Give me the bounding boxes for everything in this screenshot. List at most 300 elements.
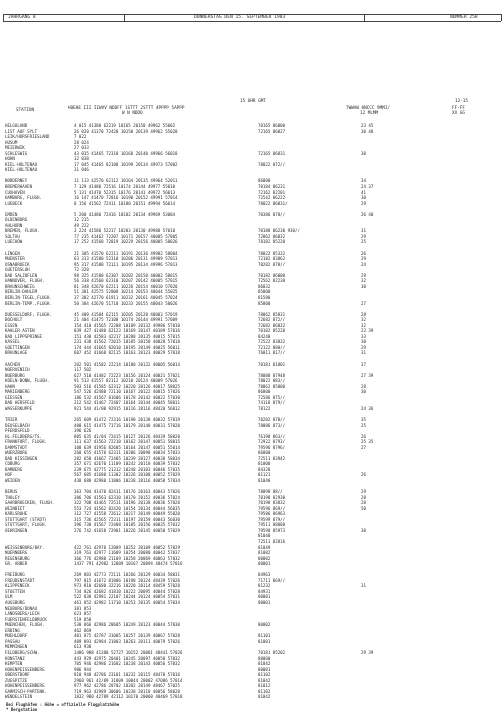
station-name: GR. ARBER [5,561,28,567]
extended-data: 81102 [258,672,271,678]
station-name: FELDBERG/SCHW. [5,649,40,655]
observation-data: 111 637 41563 72210 10162 20147 40051 58015 [74,439,180,445]
station-name: KARLSRUHE [5,511,28,517]
extended-data: 72922 8793/ [258,439,286,445]
observation-data: 174 444 41665 82010 10195 20149 40025 56011 [74,344,180,350]
extended-data: 70282 878// [258,416,286,422]
station-name: NORDERNEY [5,178,28,184]
wind-data: 29 39 [361,649,374,655]
observation-data: 21 404 41475 72108 10174 20144 49991 57009 [74,317,178,323]
report-number: NUMMER 258 [450,15,478,20]
observation-data: 797 815 41672 81806 10198 20124 48439 57026 [74,577,180,583]
observation-data: 519 858 [74,616,92,622]
observation-data: 719 963 42989 30606 10238 20118 40056 58028 [74,688,180,694]
station-name: MEMMINGEN [5,644,28,650]
extended-data: 70198 82930 [258,494,286,500]
station-name: LIST AUF SYLT [5,128,38,134]
observation-data: 977 962 42786 20702 10202 20149 48467 57025 [74,683,180,689]
extended-data: 78088 87948 [258,372,286,378]
observation-data: 63 313 41580 52310 10206 20131 49989 57013 [74,256,178,262]
observation-data: 462 869 [74,627,92,633]
extended-data: 81121 [258,472,271,478]
extended-data: 70188 86230 930// [258,228,300,234]
observation-data: 95 317 41580 72111 10195 20134 49996 57013 [74,261,178,267]
station-name: KAHLER ASTEN [5,328,35,334]
station-name: FRANKFURT, FLUGH. [5,439,47,445]
station-name: SAARBRUECKEN, FLUGH. [5,500,55,506]
wind-data: 26 [361,472,366,478]
extended-data: 79511 88000 [258,522,286,528]
header-divider [124,14,125,21]
wind-data: 30 [361,389,366,395]
extended-data: 81082 [258,550,271,556]
observation-data: 276 742 41658 72901 10226 20145 40050 57029 [74,527,180,533]
observation-data: 921 544 41/00 92915 10116 20116 48420 56012 [74,405,180,411]
extended-data: 70198 83832 [258,500,286,506]
observation-data: 401 875 42787 31005 10257 20139 40067 57028 [74,633,180,639]
table-row [5,694,495,700]
observation-data: 363 704 41470 82411 10176 20163 40043 57026 [74,489,180,495]
station-name: LANDSBERG/LECH [5,611,40,617]
station-name: GIESSEN [5,394,23,400]
extended-data: 72165 86831 [258,150,286,156]
station-name: LEIK/HORSFRIESLAND [5,134,50,140]
observation-data: 43 035 41465 72310 10168 20140 49966 56018 [74,150,178,156]
station-name: NOERVENICH [5,367,30,373]
observation-data: 108 639 41956 82605 10164 20147 40051 55014 [74,444,180,450]
extended-data: 79596 8796/ [258,444,286,450]
wind-data: 28 [361,311,366,317]
wind-data: 26 40 [361,211,374,217]
observation-data: 81 348 42670 62211 10226 20154 40010 57020 [74,283,178,289]
extended-data: 81102 [258,688,271,694]
station-name: DUESSELDORF, FLUGH. [5,311,52,317]
header-divider [3,14,4,21]
station-name: LUECHOW [5,239,23,245]
extended-data: 72542 86222 [258,195,286,201]
extended-data: 81101 [258,633,271,639]
station-name: GOETTINGEN [5,344,30,350]
station-name: BERUS [5,489,18,495]
observation-data: 16 147 41470 72016 10190 20152 49991 57014 [74,195,178,201]
extended-data: 78086 873// [258,422,286,428]
station-name: HL.FELDBERG/TS. [5,433,42,439]
extended-data: 84240 [258,333,271,339]
wind-data: 31 [361,350,366,356]
station-name: STUTTGART, FLUGH. [5,522,47,528]
wind-data: 31 [361,228,366,234]
station-name: BAD SALZUFLEN [5,272,38,278]
station-name: NUERBURG [5,372,25,378]
observation-data: 422 761 42970 12009 10252 20109 40052 57029 [74,544,180,550]
station-name: ULM [5,594,13,600]
observation-data: 386 706 41563 62310 10170 20152 40036 57024 [74,494,180,500]
extended-data: 70182 85220 [258,328,286,334]
extended-data: 80001 [258,600,271,606]
observation-data: 51 381 42575 52008 10214 20153 40044 55025 [74,289,178,295]
station-name: HOHENPEISSENBERG [5,666,45,672]
observation-data: 12 038 [74,156,89,162]
extended-data: 70181 85202 [258,649,286,655]
observation-data: 986 944 [74,666,92,672]
observation-data: 186 532 41567 81606 10178 20142 40022 57030 [74,394,180,400]
extended-data: 81042 [258,694,271,700]
wind-data: 26 [361,250,366,256]
extended-data: 78022 883// [258,378,286,384]
observation-data: 530 866 42986 20605 10249 20123 40044 57030 [74,622,180,628]
station-name: WUERZBURG [5,450,28,456]
extended-data: 86800 [258,178,271,184]
station-name: LUEBECK [5,200,23,206]
station-name: WEISSENBURG/BAY. [5,544,45,550]
observation-data: 8 156 41562 72411 10180 20151 49994 56014 [74,200,176,206]
extended-data: 76198 863// [258,433,286,439]
station-name: SOLTAU [5,233,20,239]
footer-legend: * Bergstation [6,707,38,712]
station-name: BRAUNSCHWEIG [5,283,35,289]
station-name: ESSEN [5,322,18,328]
station-name: MARIENBERG [5,389,30,395]
observation-data: 5 131 41470 52315 10176 20141 49972 56013 [74,189,176,195]
wind-data: 25 [361,239,366,245]
station-table [5,123,495,700]
observation-data: 269 803 42773 72111 10266 20129 40034 58031 [74,572,180,578]
station-name: KLIPPENECK [5,583,30,589]
observation-data: 151 430 42583 42217 10208 20135 40015 57015 [74,333,180,339]
observation-data: 154 410 41565 72208 10189 20132 49986 57010 [74,322,180,328]
observation-data: 239 675 42775 21312 10248 20103 40046 57035 [74,466,180,472]
observation-data: 7 022 [74,134,87,140]
wind-data: 23 39 [361,328,374,334]
observation-data: 282 658 41667 72405 10239 20127 40038 58034 [74,455,180,461]
observation-data: 734 826 42682 41810 10222 20095 40044 57028 [74,588,180,594]
observation-data: 3 224 41580 52217 10203 20130 49988 57010 [74,228,176,234]
station-name: HAMBURG, FLUGH. [5,195,42,201]
wind-data: 29 [361,256,366,262]
observation-data: 409 893 42984 21803 10263 20111 40079 57026 [74,638,180,644]
station-name: CUXHAVEN [5,189,25,195]
station-name: HOHENPEISSENBERG [5,683,45,689]
extended-data: 80001 [258,666,271,672]
wind-data: 35 [361,416,366,422]
header-divider [501,14,502,21]
observation-data: 202 501 41582 22214 10180 20132 40005 56014 [74,361,180,367]
wind-data: 30 [361,195,366,201]
observation-data: 212 542 41467 72407 10164 20144 40045 58011 [74,400,180,406]
station-name: HOF [5,472,13,478]
observation-data: 461 852 42982 11710 10253 20135 40054 57034 [74,600,180,606]
extended-data: 81049 [258,544,271,550]
extended-data: 80001 [258,594,271,600]
station-name: HAHN [5,383,15,389]
observation-data: 7 129 41480 72516 10174 20144 49977 55010 [74,184,176,190]
observation-data: 366 776 42980 21109 10258 20069 40063 57032 [74,555,180,561]
observation-data: 396 626 [74,428,92,434]
station-name: NUERNBERG [5,550,28,556]
wind-data: 25 [361,422,366,428]
station-name: STOETTEN [5,588,25,594]
extended-data: 70182 86000 [258,272,286,278]
wind-data: 27 [361,300,366,306]
wind-data: 30 [361,283,366,289]
observation-data: 17 252 41560 72019 10229 20156 40005 58026 [74,239,178,245]
observation-data: 805 635 41/04 72415 10127 20126 48439 58020 [74,433,180,439]
station-name: TRIER [5,416,18,422]
station-name: WEIDEN [5,478,20,483]
station-name: STUTTGART (STADT) [5,516,47,522]
observation-data: 319 763 42977 11609 10254 20080 40042 57037 [74,550,180,556]
station-name: AUGSBURG [5,600,25,606]
station-name: HANNOVER, FLUGH. [5,278,45,284]
extended-data: 70165 86800 [258,123,286,128]
station-name: KASSEL [5,339,20,345]
wind-data: 32 [361,317,366,323]
wind-data: 28 [361,383,366,389]
wind-data: 24 36 [361,405,374,411]
wind-data: 26 [361,433,366,439]
extended-data: 78062 85831 [258,311,286,317]
extended-data: 86800 [258,450,271,456]
observation-data: 480 615 41475 71716 10179 20140 40031 57020 [74,422,180,428]
observation-data: 547 526 42480 72110 10167 20122 40015 57026 [74,389,180,395]
extended-data: 72162 82201 [258,189,286,195]
report-date: DONNERSTAG DEN 15. SEPTEMBER 1983 [194,15,286,20]
wind-data: 28 [361,500,366,506]
extended-data: 72682 86832 [258,322,286,328]
station-name: MUEHLDORF [5,633,28,639]
observation-data: 839 427 41480 62123 10169 20147 40389 57016 [74,328,180,334]
wind-data: 50 [361,505,366,511]
observation-data: 265 609 41472 72316 10190 20138 40032 57019 [74,416,180,422]
extended-data: 85800 [258,300,271,306]
extended-data: 78022 872// [258,161,286,167]
wind-data: 32 [361,322,366,328]
station-name: DEUSELBACH [5,422,30,428]
extended-data: 72862 86832 [258,233,286,239]
extended-data: 78862 85800 [258,383,286,389]
observation-data: 11 113 42570 62112 10164 20135 49964 52011 [74,178,178,184]
station-name: FREIBURG [5,572,25,578]
extended-data: 81012 [258,683,271,689]
extended-data: 78098 88// [258,489,283,495]
station-name: WASSERKUPPE [5,405,33,411]
extended-data: 84320 [258,466,271,472]
extended-codes-header: 7WWAW 8NCCC 9MMJ/ [346,106,390,111]
extended-data: 81040 [258,533,271,539]
station-name: KOELN-BONN, FLUGH. [5,378,50,384]
station-column-header: STATION [16,108,35,113]
wind-data: 27 39 [361,372,374,378]
wind-data: 30 [361,339,366,345]
wind-data: 29 [361,489,366,495]
station-name: NEUBURG/DONAU [5,605,38,611]
observation-data: 607 452 41668 82115 10163 20123 40029 57018 [74,350,180,356]
extended-data: 84963 [258,572,271,578]
station-name: HELGOLAND [5,123,28,128]
extended-data: 79596 869// [258,505,286,511]
station-name: OLDENBURG [5,217,28,223]
header-divider [364,14,365,21]
observation-data: 12 215 [74,217,89,223]
extended-data: 70282 878// [258,261,286,267]
station-name: BERLIN-TEGEL,FLUGH. [5,294,52,300]
wind-data: 32 [361,278,366,284]
observation-data: 31 046 [74,167,89,173]
observation-data: 396 738 41567 72408 10185 20156 40035 57032 [74,522,180,528]
extended-data: 81040 [258,478,271,483]
wind-data: 30 [361,527,366,533]
extended-data: 72682 872// [258,317,286,323]
wind-data: 25 35 [361,439,374,445]
extended-data: 70181 81801 [258,361,286,367]
observation-subcodes-header: W N NDDD [122,111,143,116]
wind-data: 28 [361,494,366,500]
wind-data: 37 [361,361,366,367]
extended-data: 78182 85220 [258,239,286,245]
station-name: DARMSTADT [5,444,28,450]
observation-data: 1486 908 41380 52727 10152 20081 48441 57026 [74,649,183,655]
station-name: AHLHORN [5,222,23,228]
extended-data: 80002 [258,622,271,628]
station-name: KIEL-HOLTENAU [5,167,38,173]
observation-data: 49 222 [74,222,89,228]
observation-data: 37 382 42770 61911 10232 20161 40045 57024 [74,294,178,300]
station-name: OSNABRUECK [5,261,30,267]
station-name: ZUGSPITZE [5,677,28,683]
observation-data: 2960 961 42/89 31809 10044 20002 47086 57014 [74,677,183,683]
wind-data: 29 [361,344,366,350]
station-name: BOCHOLT [5,317,23,323]
station-name: BERLIN-TEMP.,FLUGH. [5,300,52,306]
extended-data: 85800 [258,289,271,295]
station-name: KEMPTEN [5,661,23,667]
extended-data: 81000 [258,461,271,467]
station-name: WEINBIET [5,505,25,511]
station-name: EMDEN [5,211,18,217]
observation-data: 1437 791 42982 12009 10167 20094 48474 57016 [74,561,183,567]
observation-data: 268 655 41570 62311 10206 20098 40034 57033 [74,450,180,456]
station-name: HUSUM [5,139,18,145]
observation-data: 5 200 41480 72416 10182 20134 49969 53004 [74,211,176,217]
observation-data: 627 510 41482 72223 10156 20124 40021 57021 [74,372,180,378]
observation-data: 4 015 41380 62219 10165 20150 49962 55002 [74,123,176,128]
station-name: FREUDENSTADT [5,577,35,583]
extended-subcodes-header: 12 MLMM [360,111,379,116]
wind-data: 34 [361,178,366,184]
extended-data: 84931 [258,588,271,594]
extended-data: 80001 [258,561,271,567]
observation-data: 45 400 41584 62115 10205 20128 40003 57019 [74,311,178,317]
station-name: COBURG [5,461,20,467]
extended-data: 86832 [258,283,271,289]
extended-data: 81042 [258,677,271,683]
wind-data: 30 48 [361,128,374,134]
station-name: OBERSTDORF [5,672,30,678]
observation-data: 112 727 41558 72612 10217 20149 40049 55020 [74,511,180,517]
observation-data: 322 708 41465 72511 10196 20138 40036 57028 [74,500,180,506]
observation-data: 381 853 [74,605,92,611]
observation-data: 973 818 42680 32216 10220 20114 48459 57028 [74,583,180,589]
extended-data: 78022 85332 [258,250,286,256]
observation-data: 438 688 42980 11806 10238 20116 40058 57034 [74,478,180,483]
extended-data: 76011 817// [258,350,286,356]
extended-data: 72182 83862 [258,256,286,262]
station-name: PFERDSFELD [5,428,30,434]
observation-data: 28 024 [74,139,89,145]
extended-data: 72165 86827 [258,128,286,134]
time-header-right: 12-15 [455,99,468,104]
extended-data: 71711 869// [258,577,286,583]
station-name: LINGEN [5,250,20,256]
station-name: MUENCHEN, FLUGH. [5,622,45,628]
extended-data: 81232 [258,583,271,589]
extended-data: 72562 82230 [258,278,286,284]
wind-data: 29 [361,200,366,206]
wind-subcodes-header: XX GG [452,111,465,116]
observation-data: 50 384 42670 51710 10233 20155 40043 58026 [74,300,178,306]
observation-data: 443 929 42975 20401 10245 20097 40058 57032 [74,655,180,661]
station-name: BAD KISSINGEN [5,455,38,461]
edition-label: JAHRGANG 8 [8,15,36,20]
station-name: BRAUNLAGE [5,350,28,356]
observation-data: 623 857 [74,611,92,617]
observation-data: 98 325 41580 62307 10202 20150 40002 58015 [74,272,178,278]
observation-data: 21 305 41570 62211 10191 20136 49982 58004 [74,250,178,256]
station-name: HOHN [5,156,15,162]
wind-data: 27 [361,444,366,450]
extended-data: 86800 [258,389,271,395]
extended-data: 80002 [258,555,271,561]
station-name: THOLEY [5,494,20,500]
observation-data: 810 948 42786 23101 10232 20115 48470 57016 [74,672,180,678]
observation-data: 72 320 [74,267,89,273]
wind-data: 33 [361,333,366,339]
extended-data: 81001 [258,638,271,644]
observation-data: 117 502 [74,367,92,373]
wind-data: 24 [361,261,366,267]
extended-data: 70386 878// [258,211,286,217]
extended-data: 70184 86231 [258,184,286,190]
station-name: GUETERSLOH [5,267,30,273]
wind-codes-header: FF-FF [452,106,465,111]
extended-data: 79599 879// [258,516,286,522]
station-name: AACHEN [5,361,20,367]
observation-codes-header: HOEHE III IIWVV NDDFF 1STTT 2STTT 4PPPP 5APPP [68,106,185,111]
wind-data: 31 [361,583,366,589]
observation-data: 17 045 41465 82108 10199 20134 49973 57002 [74,161,178,167]
wind-data: 23 45 [361,123,374,128]
observation-data: 231 438 41562 72015 10185 20150 40028 57018 [74,339,180,345]
station-name: SCHLESWIG [5,150,28,156]
observation-data: 503 516 41585 62312 10220 20126 40017 58025 [74,383,180,389]
station-name: REGENSBURG [5,555,30,561]
extended-data: 81580 [258,294,271,300]
observation-data: 56 338 41560 62310 10207 20142 40005 57015 [74,278,178,284]
extended-data: 79590 85973 [258,527,286,533]
wind-data: 41 [361,189,366,195]
station-name: BREMEN, FLUGH. [5,228,40,234]
station-name: FUERSTENFELDBRUCK [5,616,47,622]
station-name: OEHRINGEN [5,527,28,533]
observation-data: 27 033 [74,145,89,151]
station-name: BAMBERG [5,466,23,472]
footer-note: Bei Flughäfen : Höhe = offizielle Flugplatzhöhe [6,702,120,707]
observation-data: 91 513 41557 82112 10210 20124 40009 57026 [74,378,178,384]
station-name: MUENSTER [5,256,25,262]
wind-data: 24 37 [361,184,374,190]
extended-data: 81042 [258,661,271,667]
observation-data: 522 838 42981 22107 10244 20124 40054 57031 [74,594,180,600]
